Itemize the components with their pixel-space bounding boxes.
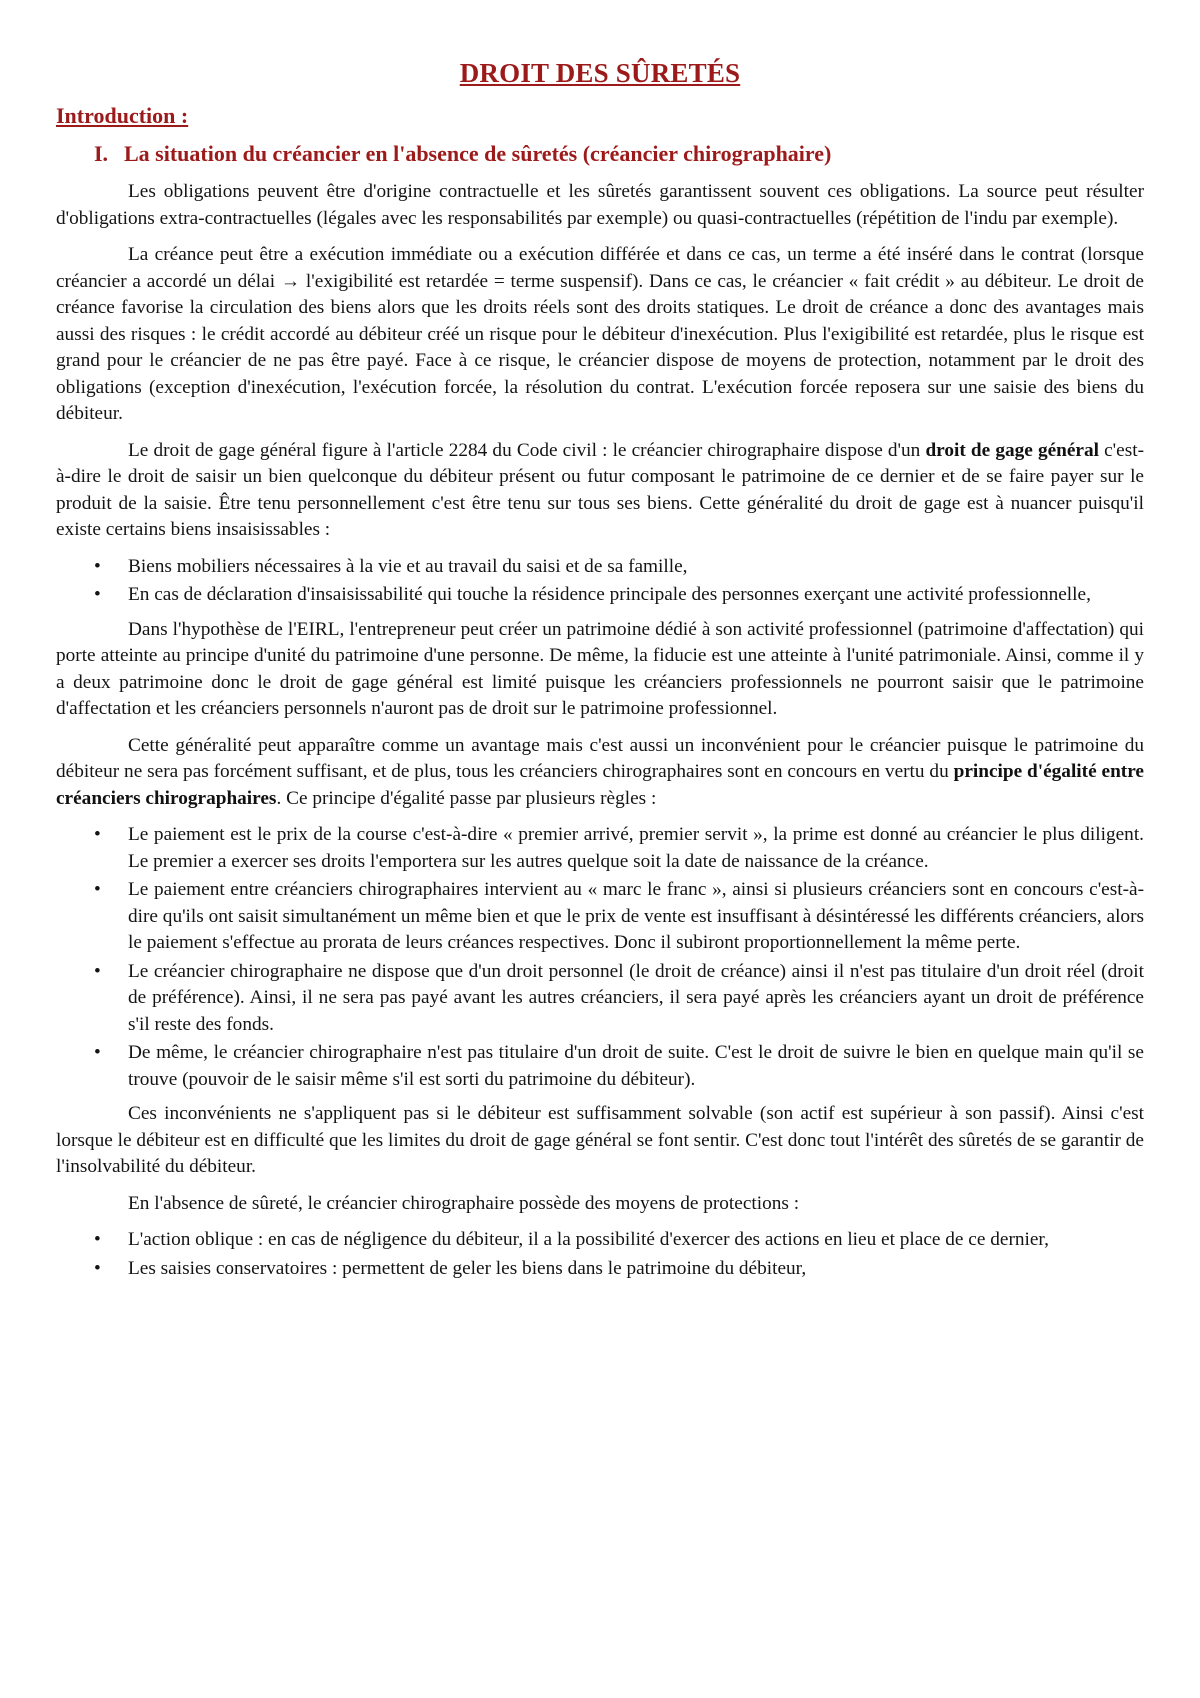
paragraph-obligations: Les obligations peuvent être d'origine contractuelle et les sûretés garantissent souvent ces obligations. La source peut résulter d'obligations extra-contractuelles (légales avec les responsabilités par exemple) ou quasi-contractuelles (répétition de l'indu par exemple). xyxy=(56,181,1144,229)
paragraph-creance: La créance peut être a exécution immédiate ou a exécution différée et dans ce cas, un terme a été inséré dans le contrat (lorsque créancier a accordé un délai → l'exigibilité est retardée = terme suspensif). Dans ce cas, le créancier « fait crédit » au débiteur. Le droit de créance favorise la circulation des biens alors que les droits réels sont des droits statiques. Le droit de créance a donc des avantages mais aussi des risques : le crédit accordé au débiteur créé un risque pour le débiteur d'inexécution. Plus l'exigibilité est retardée, plus le risque est grand pour le créancier de ne pas être payé. Face à ce risque, le créancier dispose de moyens de protection, notamment par le droit des obligations (exception d'inexécution, l'exécution forcée, la résolution du contrat. L'exécution forcée reposera sur une saisie des biens du débiteur. xyxy=(56,244,1144,424)
list-item-text: Le paiement entre créanciers chirographaires intervient au « marc le franc », ainsi si plusieurs créanciers sont en concours c'est-à-dire qu'ils ont saisit simultanément un même bien et que le prix de vente est insuffisant à désintéressé les différents créanciers, alors le paiement s'effectue au prorata de leurs créances respectives. Donc il subiront proportionnellement la même perte. xyxy=(128,879,1144,953)
introduction-heading: Introduction : xyxy=(56,103,189,128)
paragraph-egalite xyxy=(56,733,1144,813)
list-item xyxy=(56,822,1144,875)
paragraph-droit-de-gage xyxy=(56,438,1144,544)
text-segment: Cette généralité peut apparaître comme un avantage mais c'est aussi un inconvénient pour le créancier puisque le patrimoine du débiteur ne sera pas forcément suffisant, et de plus, tous les créanciers chirographaires sont en concours en vertu du xyxy=(56,734,1144,782)
paragraph-moyens-protection: En l'absence de sûreté, le créancier chirographaire possède des moyens de protections : xyxy=(128,1192,800,1214)
list-item xyxy=(56,877,1144,957)
bullet-list-regles xyxy=(56,822,1144,1093)
document-page xyxy=(56,58,1144,1290)
bullet-icon: • xyxy=(94,960,101,982)
bullet-icon: • xyxy=(94,824,101,845)
paragraph-inconvenients: Ces inconvénients ne s'appliquent pas si le débiteur est suffisamment solvable (son actif est supérieur à son passif). Ainsi c'est lorsque le débiteur est en difficulté que les limites du droit de gage général se font sentir. C'est donc tout l'intérêt des sûretés de se garantir de l'insolvabilité du débiteur. xyxy=(56,1103,1144,1177)
list-item-text: Le créancier chirographaire ne dispose que d'un droit personnel (le droit de créance) ainsi il n'est pas titulaire d'un droit réel (droit de préférence). Ainsi, il ne sera pas payé avant les autres créanciers, il sera payé après les créanciers ayant un droit de préférence s'il reste des fonds. xyxy=(128,960,1144,1035)
list-item xyxy=(56,554,1144,581)
bullet-list-protections xyxy=(56,1227,1144,1282)
bullet-icon: • xyxy=(94,584,101,605)
bold-term: droit de gage général xyxy=(925,439,1099,461)
list-item xyxy=(56,1256,1144,1283)
text-segment: . Ce principe d'égalité passe par plusieurs règles : xyxy=(276,787,657,809)
list-item xyxy=(56,959,1144,1039)
paragraph-eirl: Dans l'hypothèse de l'EIRL, l'entrepreneur peut créer un patrimoine dédié à son activité professionnel (patrimoine d'affectation) qui porte atteinte au principe d'unité du patrimoine d'une personne. De même, la fiducie est une atteinte à l'unité patrimoniale. Ainsi, comme il y a deux patrimoine donc le droit de gage général est limité puisque les créanciers professionnels ne pourront saisir que le patrimoine d'affectation et les créanciers personnels n'auront pas de droit sur le patrimoine professionnel. xyxy=(56,618,1144,719)
text-segment: c'est-à-dire le droit de saisir un bien quelconque du débiteur présent ou futur composant le patrimoine de ce dernier et de se faire payer sur le produit de la saisie. Être tenu personnellement c'est être tenu sur tous ses biens. Cette généralité du droit de gage est à nuancer puisqu'il existe certains biens insaisissables : xyxy=(56,439,1144,540)
document-title: DROIT DES SÛRETÉS xyxy=(459,58,741,88)
bullet-icon: • xyxy=(94,1257,101,1279)
list-item-text: L'action oblique : en cas de négligence du débiteur, il a la possibilité d'exercer des actions en lieu et place de ce dernier, xyxy=(128,1229,1049,1250)
list-item-text: Les saisies conservatoires : permettent de geler les biens dans le patrimoine du débiteur, xyxy=(128,1257,807,1279)
list-item-text: De même, le créancier chirographaire n'est pas titulaire d'un droit de suite. C'est le droit de suivre le bien en quelque main qu'il se trouve (pouvoir de le saisir même s'il est sorti du patrimoine du débiteur). xyxy=(128,1042,1144,1090)
list-item-text: Le paiement est le prix de la course c'est-à-dire « premier arrivé, premier servit », la prime est donné au créancier le plus diligent. Le premier a exercer ses droits l'emportera sur les autres quelque soit la date de naissance de la créance. xyxy=(128,824,1144,872)
list-item xyxy=(56,1227,1144,1254)
bullet-icon: • xyxy=(94,879,101,900)
bold-term: principe d'égalité entre créanciers chirographaires xyxy=(56,761,1144,809)
list-item-text: En cas de déclaration d'insaisissabilité qui touche la résidence principale des personnes exerçant une activité professionnelle, xyxy=(128,584,1091,605)
list-item xyxy=(56,582,1144,609)
bullet-list-insaisissables xyxy=(56,554,1144,609)
text-segment: Le droit de gage général figure à l'article 2284 du Code civil : le créancier chirographaire dispose d'un xyxy=(128,439,926,461)
bullet-icon: • xyxy=(94,555,101,577)
section-number: I. xyxy=(94,141,109,166)
section-heading xyxy=(56,141,1144,167)
bullet-icon: • xyxy=(94,1042,101,1063)
list-item xyxy=(56,1040,1144,1093)
bullet-icon: • xyxy=(94,1229,101,1250)
list-item-text: Biens mobiliers nécessaires à la vie et au travail du saisi et de sa famille, xyxy=(128,555,688,577)
section-title: La situation du créancier en l'absence de sûretés (créancier chirographaire) xyxy=(124,141,832,166)
